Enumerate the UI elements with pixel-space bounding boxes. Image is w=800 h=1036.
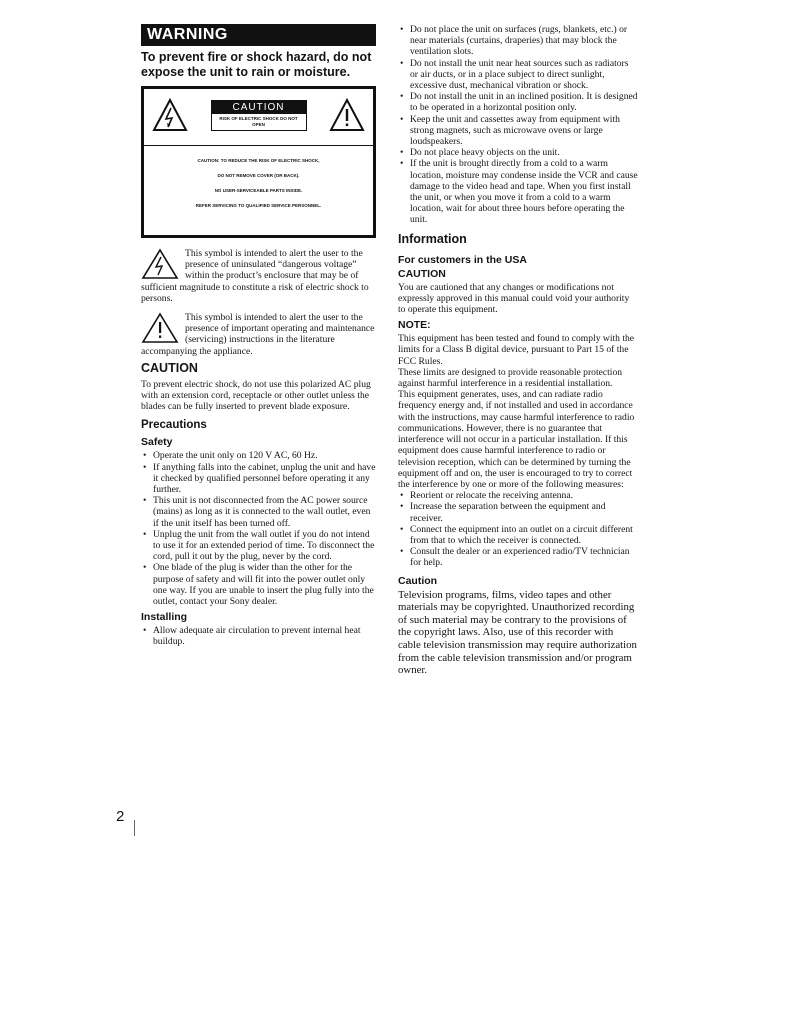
list-item: • This unit is not disconnected from the AC power source (mains) as long as it is connected to the wall outlet, even if the unit itself has been turned off. xyxy=(141,495,376,529)
caution-label-heading: CAUTION xyxy=(212,101,306,114)
installing-list xyxy=(141,625,376,647)
caution-box-lines xyxy=(144,146,373,208)
safety-list xyxy=(141,450,376,607)
info-caution-text: You are cautioned that any changes or modifications not expressly approved in this manual could void your authority to operate this equipment. xyxy=(398,281,630,316)
info-caution-heading: CAUTION xyxy=(398,267,446,280)
installing-list-continued xyxy=(398,24,638,226)
caution-text: To prevent electric shock, do not use this polarized AC plug with an extension cord, receptacle or other outlet unless the blades can be fully inserted to prevent blade exposure. xyxy=(141,378,371,413)
caution2-heading: Caution xyxy=(398,574,438,587)
measures-list xyxy=(398,490,638,568)
installing-heading: Installing xyxy=(141,611,188,624)
list-item: • Do not place heavy objects on the unit. xyxy=(398,147,638,158)
list-item: • Increase the separation between the equipment and receiver. xyxy=(398,501,638,523)
caution-box-line: CAUTION: TO REDUCE THE RISK OF ELECTRIC SHOCK, xyxy=(197,158,320,163)
note-heading: NOTE: xyxy=(398,319,431,332)
usa-heading: For customers in the USA xyxy=(398,253,527,266)
caution-label-box xyxy=(141,86,376,238)
warning-headline: To prevent fire or shock hazard, do not expose the unit to rain or moisture. xyxy=(141,50,372,79)
list-item: • Do not place the unit on surfaces (rugs, blankets, etc.) or near materials (curtains, draperies) that may block the ventilation slots. xyxy=(398,24,638,58)
caution-label xyxy=(211,100,307,131)
margin-mark xyxy=(134,820,135,836)
exclamation-triangle-icon xyxy=(141,312,179,344)
list-item: • Unplug the unit from the wall outlet if you do not intend to use it for an extended period of time. To disconnect the cord, pull it out by the plug, never by the cord. xyxy=(141,529,376,563)
lightning-triangle-icon xyxy=(141,248,179,280)
list-item: • Reorient or relocate the receiving antenna. xyxy=(398,490,638,501)
list-item: • Keep the unit and cassettes away from equipment with strong magnets, such as microwave ovens or large loudspeakers. xyxy=(398,114,638,148)
note-paragraph: These limits are designed to provide reasonable protection against harmful interference in a residential installation. xyxy=(398,366,623,390)
caution-box-line: DO NOT REMOVE COVER (OR BACK). xyxy=(217,173,300,178)
note-paragraph: This equipment has been tested and found to comply with the limits for a Class B digital device, pursuant to Part 15 of the FCC Rules. xyxy=(398,333,635,367)
symbol2-text: This symbol is intended to alert the user to the presence of important operating and maintenance (servicing) instructions in the literature accompanying the appliance. xyxy=(141,312,375,357)
caution-box-line: REFER SERVICING TO QUALIFIED SERVICE PERSONNEL. xyxy=(195,203,322,208)
list-item: • Operate the unit only on 120 V AC, 60 Hz. xyxy=(141,450,376,461)
lightning-triangle-icon xyxy=(152,97,188,133)
warning-title-bar: WARNING xyxy=(141,24,376,46)
list-item: • If anything falls into the cabinet, unplug the unit and have it checked by qualified personnel before operating it any further. xyxy=(141,462,376,496)
page-number: 2 xyxy=(116,808,125,825)
symbol-explanation-instructions xyxy=(141,312,376,357)
caution-box-line: NO USER-SERVICEABLE PARTS INSIDE. xyxy=(214,188,303,193)
list-item: • Consult the dealer or an experienced radio/TV technician for help. xyxy=(398,546,638,568)
list-item: • Connect the equipment into an outlet on a circuit different from that to which the receiver is connected. xyxy=(398,524,638,546)
list-item: • Do not install the unit in an inclined position. It is designed to be operated in a horizontal position only. xyxy=(398,91,638,113)
right-column xyxy=(398,24,638,677)
caution2-text: Television programs, films, video tapes and other materials may be copyrighted. Unauthorized recording of such material may be contrary to the provisions of the copyright laws. Also, use of this recorder with cable television transmission may require authorization from the cable television transmission and/or program owner. xyxy=(398,588,637,677)
information-heading: Information xyxy=(398,231,467,246)
exclamation-triangle-icon xyxy=(329,97,365,133)
symbol1-text: This symbol is intended to alert the user to the presence of uninsulated “dangerous voltage” within the product’s enclosure that may be of sufficient magnitude to constitute a risk of electric shock to persons. xyxy=(141,248,369,304)
precautions-heading: Precautions xyxy=(141,419,207,432)
note-paragraph: This equipment generates, uses, and can radiate radio frequency energy and, if not installed and used in accordance with the instructions, may cause harmful interference to radio communications. However, there is no guarantee that interference will not occur in a particular installation. If this equipment does cause harmful interference to radio or television reception, which can be determined by turning the equipment off and on, the user is encouraged to try to correct the interference by one or more of the following measures: xyxy=(398,389,635,490)
caution-label-text: RISK OF ELECTRIC SHOCK DO NOT OPEN xyxy=(219,115,298,127)
left-column xyxy=(141,24,376,648)
caution-heading: CAUTION xyxy=(141,360,198,375)
list-item: • Do not install the unit near heat sources such as radiators or air ducts, or in a place subject to direct sunlight, excessive dust, mechanical vibration or shock. xyxy=(398,58,638,92)
safety-heading: Safety xyxy=(141,436,173,449)
list-item: • One blade of the plug is wider than the other for the purpose of safety and will fit into the power outlet only one way. If you are unable to insert the plug fully into the outlet, contact your Sony dealer. xyxy=(141,562,376,607)
list-item: • Allow adequate air circulation to prevent internal heat buildup. xyxy=(141,625,376,647)
symbol-explanation-voltage xyxy=(141,248,376,304)
list-item: • If the unit is brought directly from a cold to a warm location, moisture may condense inside the VCR and cause damage to the video head and tape. When you first install the unit, or when you move it from a cold to a warm location, wait for about three hours before operating the unit. xyxy=(398,158,638,225)
